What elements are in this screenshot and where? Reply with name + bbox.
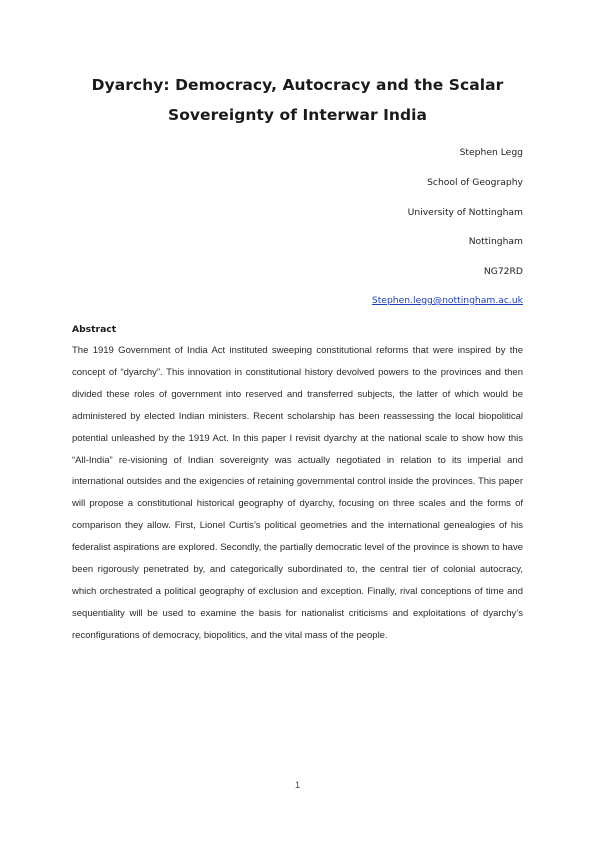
page-number: 1 [294,780,300,790]
paper-title-line-1: Dyarchy: Democracy, Autocracy and the Scalar [91,76,504,94]
paper-title-line-2: Sovereignty of Interwar India [167,106,428,124]
author-email-link[interactable]: Stephen.legg@nottingham.ac.uk [371,295,523,306]
abstract-text: The 1919 Government of India Act instituted sweeping constitutional reforms that were inspired by the concept of “dyarchy”. This innovation in constitutional history devolved powers to the provinces and then divided these roles of government into reserved and transferred subjects, the latter of which would be administered by elected Indian ministers. Recent scholarship has been reassessing the local biopolitical potential unleashed by the 1919 Act. In this paper I revisit dyarchy at the national scale to show how this “All-India” re-visioning of Indian sovereignty was actually negotiated in relation to its imperial and international outsides and the exigencies of retaining governmental control inside the provinces. This paper will propose a constitutional historical geography of dyarchy, focusing on three scales and the forms of comparison they allow. First, Lionel Curtis’s political geometries and the international genealogies of his federalist aspirations are explored. Secondly, the partially democratic level of the province is shown to have been rigorously penetrated by, and categorically subordinated to, the central tier of colonial autocracy, which orchestrated a political geography of exclusion and exception. Finally, rival conceptions of time and sequentiality will be used to examine the basis for nationalist criticisms and exploitations of dyarchy’s reconfigurations of democracy, biopolitics, and the vital mass of the people. [72,345,523,641]
abstract-heading: Abstract [72,324,117,335]
author-department: School of Geography [427,177,523,188]
author-city: Nottingham [468,236,523,247]
author-name: Stephen Legg [459,147,523,158]
author-postcode: NG72RD [483,266,523,277]
author-university: University of Nottingham [407,207,523,218]
